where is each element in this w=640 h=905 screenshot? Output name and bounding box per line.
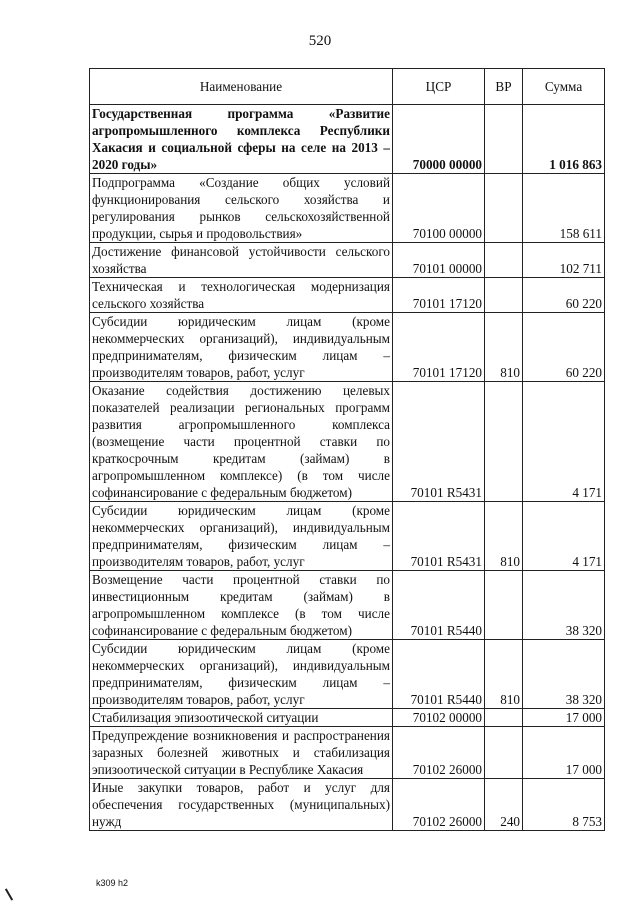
row-vr-cell: 810: [485, 640, 523, 709]
margin-mark: [5, 888, 13, 900]
table-row: [90, 313, 605, 382]
table-row: [90, 779, 605, 831]
table-row: [90, 174, 605, 243]
row-vr-cell: [485, 727, 523, 779]
table-row: [90, 243, 605, 278]
row-code-cell: 70101 00000: [393, 243, 485, 278]
row-code-cell: 70102 00000: [393, 709, 485, 727]
row-sum-cell: 158 611: [523, 174, 605, 243]
row-sum-cell: 8 753: [523, 779, 605, 831]
header-code: ЦСР: [393, 69, 485, 105]
row-name-cell: Оказание содействия достижению целевых показателей реализации региональных программ развития агропромышленного комплекса (возмещение части процентной ставки по краткосрочным кредитам (займам) в агропромышленном комплексе) (в том числе софинансирование с федеральным бюджетом): [90, 382, 393, 502]
table-row: [90, 278, 605, 313]
row-name-cell: Стабилизация эпизоотической ситуации: [90, 709, 393, 727]
row-sum-cell: 60 220: [523, 278, 605, 313]
row-name-cell: Техническая и технологическая модернизация сельского хозяйства: [90, 278, 393, 313]
table-row: [90, 105, 605, 174]
table-body: [90, 105, 605, 831]
row-vr-cell: 810: [485, 313, 523, 382]
header-sum: Сумма: [523, 69, 605, 105]
row-vr-cell: [485, 382, 523, 502]
budget-table: [89, 68, 605, 831]
table-row: [90, 709, 605, 727]
row-name-cell: Субсидии юридическим лицам (кроме некоммерческих организаций), индивидуальным предпринимателям, физическим лицам – производителям товаров, работ, услуг: [90, 313, 393, 382]
row-name-cell: Подпрограмма «Создание общих условий функционирования сельского хозяйства и регулирования рынков сельскохозяйственной продукции, сырья и продовольствия»: [90, 174, 393, 243]
row-name-cell: Достижение финансовой устойчивости сельского хозяйства: [90, 243, 393, 278]
header-name: Наименование: [90, 69, 393, 105]
row-code-cell: 70101 R5440: [393, 571, 485, 640]
row-name-cell: Субсидии юридическим лицам (кроме некоммерческих организаций), индивидуальным предпринимателям, физическим лицам – производителям товаров, работ, услуг: [90, 502, 393, 571]
row-sum-cell: 38 320: [523, 571, 605, 640]
row-vr-cell: 240: [485, 779, 523, 831]
table-row: [90, 502, 605, 571]
table-header-row: [90, 69, 605, 105]
page-number: 520: [308, 33, 332, 49]
row-vr-cell: [485, 174, 523, 243]
row-name-cell: Возмещение части процентной ставки по инвестиционным кредитам (займам) в агропромышленном комплексе (в том числе софинансирование с федеральным бюджетом): [90, 571, 393, 640]
row-code-cell: 70101 17120: [393, 278, 485, 313]
table-row: [90, 571, 605, 640]
row-name-cell: Иные закупки товаров, работ и услуг для обеспечения государственных (муниципальных) нужд: [90, 779, 393, 831]
row-sum-cell: 4 171: [523, 502, 605, 571]
row-code-cell: 70100 00000: [393, 174, 485, 243]
row-sum-cell: 38 320: [523, 640, 605, 709]
row-code-cell: 70102 26000: [393, 779, 485, 831]
row-sum-cell: 17 000: [523, 727, 605, 779]
row-name-cell: Государственная программа «Развитие агропромышленного комплекса Республики Хакасия и социальной сферы на селе на 2013 – 2020 годы»: [90, 105, 393, 174]
row-code-cell: 70101 R5440: [393, 640, 485, 709]
row-sum-cell: 102 711: [523, 243, 605, 278]
row-sum-cell: 1 016 863: [523, 105, 605, 174]
table-row: [90, 640, 605, 709]
row-code-cell: 70101 R5431: [393, 382, 485, 502]
row-vr-cell: [485, 278, 523, 313]
row-code-cell: 70102 26000: [393, 727, 485, 779]
row-code-cell: 70101 17120: [393, 313, 485, 382]
row-name-cell: Предупреждение возникновения и распространения заразных болезней животных и стабилизация эпизоотической ситуации в Республике Хакасия: [90, 727, 393, 779]
row-vr-cell: [485, 243, 523, 278]
row-vr-cell: [485, 709, 523, 727]
row-code-cell: 70101 R5431: [393, 502, 485, 571]
row-name-cell: Субсидии юридическим лицам (кроме некоммерческих организаций), индивидуальным предпринимателям, физическим лицам – производителям товаров, работ, услуг: [90, 640, 393, 709]
row-vr-cell: [485, 571, 523, 640]
table-row: [90, 382, 605, 502]
table-row: [90, 727, 605, 779]
row-code-cell: 70000 00000: [393, 105, 485, 174]
row-sum-cell: 60 220: [523, 313, 605, 382]
row-sum-cell: 17 000: [523, 709, 605, 727]
footer-code: k309 h2: [96, 878, 129, 888]
row-vr-cell: 810: [485, 502, 523, 571]
header-vr: ВР: [485, 69, 523, 105]
row-sum-cell: 4 171: [523, 382, 605, 502]
row-vr-cell: [485, 105, 523, 174]
